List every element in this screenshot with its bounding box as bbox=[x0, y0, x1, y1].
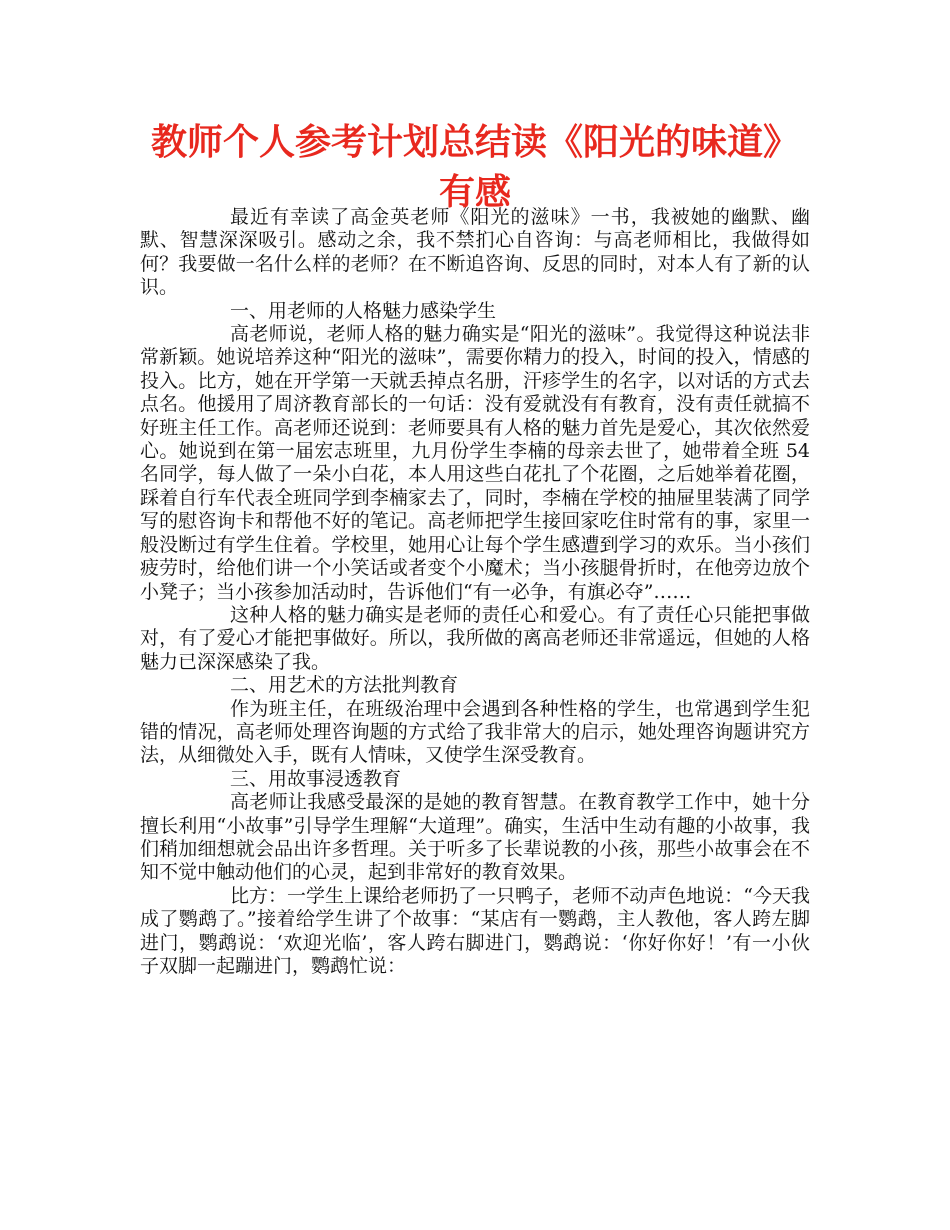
section-heading-3: 三、用故事浸透教育 bbox=[230, 767, 402, 790]
paragraph-intro: 最近有幸读了高金英老师《阳光的滋味》一书，我被她的幽默、幽默、智慧深深吸引。感动之余，我不禁扪心自咨询：与高老师相比，我做得如何？我要做一名什么样的老师？在不断追咨询、反思的同时，对本人有了新的认识。 bbox=[140, 206, 810, 299]
paragraph-section-2: 作为班主任，在班级治理中会遇到各种性格的学生，也常遇到学生犯错的情况，高老师处理咨询题的方式给了我非常大的启示，她处理咨询题讲究方法，从细微处入手，既有人情味，又使学生深受教育。 bbox=[140, 697, 810, 767]
paragraph-section-1-conclusion: 这种人格的魅力确实是老师的责任心和爱心。有了责任心只能把事做对，有了爱心才能把事做好。所以，我所做的离高老师还非常遥远，但她的人格魅力已深深感染了我。 bbox=[140, 603, 810, 673]
document-title bbox=[140, 118, 810, 218]
document-body bbox=[140, 206, 810, 978]
section-heading-1: 一、用老师的人格魅力感染学生 bbox=[230, 299, 497, 322]
paragraph-section-3: 高老师让我感受最深的是她的教育智慧。在教育教学工作中，她十分擅长利用“小故事”引导学生理解“大道理”。确实，生活中生动有趣的小故事，我们稍加细想就会品出许多哲理。关于听多了长辈说教的小孩，那些小故事会在不知不觉中触动他们的心灵，起到非常好的教育效果。 bbox=[140, 791, 810, 884]
title-line-2: 有感 bbox=[438, 172, 511, 213]
paragraph-section-1: 高老师说，老师人格的魅力确实是“阳光的滋味”。我觉得这种说法非常新颖。她说培养这种“阳光的滋味”，需要你精力的投入，时间的投入，情感的投入。比方，她在开学第一天就丢掉点名册，汗疹学生的名字，以对话的方式去点名。他援用了周济教育部长的一句话：没有爱就没有有教育，没有责任就搞不好班主任工作。高老师还说到：老师要具有人格的魅力首先是爱心，其次依然爱心。她说到在第一届宏志班里，九月份学生李楠的母亲去世了，她带着全班 54 名同学，每人做了一朵小白花，本人用这些白花扎了个花圈，之后她举着花圈，踩着自行车代表全班同学到李楠家去了，同时，李楠在学校的抽屉里装满了同学写的慰咨询卡和帮他不好的笔记。高老师把学生接回家吃住时常有的事，家里一般没断过有学生住着。学校里，她用心让每个学生感遭到学习的欢乐。当小孩们疲劳时，给他们讲一个小笑话或者变个小魔术；当小孩腿骨折时，在他旁边放个小凳子；当小孩参加活动时，告诉他们“有一必争，有旗必夺”…… bbox=[140, 323, 810, 603]
paragraph-example: 比方：一学生上课给老师扔了一只鸭子，老师不动声色地说：“今天我成了鹦鹉了。”接着给学生讲了个故事：“某店有一鹦鹉，主人教他，客人跨左脚进门，鹦鹉说：‘欢迎光临’，客人跨右脚进门，鹦鹉说：‘你好你好！’有一小伙子双脚一起蹦进门，鹦鹉忙说： bbox=[140, 884, 810, 977]
section-heading-2: 二、用艺术的方法批判教育 bbox=[230, 674, 459, 697]
title-line-1: 教师个人参考计划总结读《阳光的味道》 bbox=[150, 122, 799, 163]
